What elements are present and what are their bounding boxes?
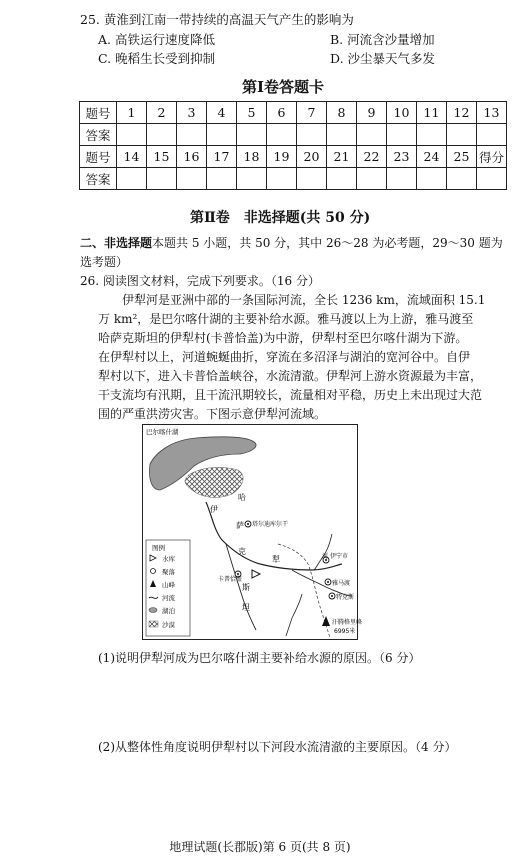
table-row <box>80 124 507 146</box>
answer-blank[interactable] <box>447 124 477 146</box>
country-label-char: 萨 <box>236 521 244 530</box>
city-label: 河 <box>322 553 329 560</box>
answer-blank[interactable] <box>237 124 267 146</box>
q26-paragraph-line: 哈萨克斯坦的伊犁村(卡普恰盖)为中游，伊犁村至巴尔喀什湖为下游。 <box>98 331 468 345</box>
table-row <box>80 102 507 124</box>
legend-item: 湖泊 <box>162 607 175 615</box>
q26-paragraph-line: 伊犁河是亚洲中部的一条国际河流，全长 1236 km，流域面积 15.1 <box>122 293 486 307</box>
table-cell: 23 <box>387 146 417 168</box>
q26-paragraph-line: 犁村以下，进入卡普恰盖峡谷，水流清澈。伊犁河上游水资源最为丰富， <box>98 369 483 383</box>
score-blank[interactable] <box>477 168 507 190</box>
row-label-answer: 答案 <box>80 168 117 190</box>
settlement-icon <box>151 569 156 574</box>
answer-blank[interactable] <box>177 168 207 190</box>
section-desc: 本题共 5 小题，共 50 分，其中 26～28 为必考题，29～30 题为 <box>152 236 503 250</box>
answer-blank[interactable] <box>267 168 297 190</box>
table-cell: 15 <box>147 146 177 168</box>
answer-blank[interactable] <box>177 124 207 146</box>
page-footer: 地理试题(长郡版)第 6 页(共 8 页) <box>169 840 351 854</box>
table-row <box>80 146 507 168</box>
table-cell: 2 <box>147 102 177 124</box>
answer-blank[interactable] <box>207 168 237 190</box>
answer-blank[interactable] <box>327 168 357 190</box>
table-cell: 9 <box>357 102 387 124</box>
table-cell: 7 <box>297 102 327 124</box>
answer-card-title: 第Ⅰ卷答题卡 <box>242 78 325 96</box>
answer-blank[interactable] <box>447 168 477 190</box>
q26-paragraph-line: 围的严重洪涝灾害。下图示意伊犁河流域。 <box>98 407 327 421</box>
table-cell: 5 <box>237 102 267 124</box>
table-cell: 12 <box>447 102 477 124</box>
table-cell: 11 <box>417 102 447 124</box>
table-cell: 1 <box>117 102 147 124</box>
answer-blank[interactable] <box>207 124 237 146</box>
table-cell: 22 <box>357 146 387 168</box>
answer-blank[interactable] <box>147 124 177 146</box>
legend-title: 图例 <box>152 544 165 552</box>
answer-blank[interactable] <box>267 124 297 146</box>
country-label-char: 伊 <box>210 505 218 514</box>
answer-blank[interactable] <box>117 124 147 146</box>
answer-blank[interactable] <box>237 168 267 190</box>
row-label-answer: 答案 <box>80 124 117 146</box>
table-cell: 25 <box>447 146 477 168</box>
table-cell: 20 <box>297 146 327 168</box>
desert-icon <box>149 621 158 627</box>
ili-river-basin-map <box>142 424 363 640</box>
row-label-question: 题号 <box>80 102 117 124</box>
answer-blank[interactable] <box>357 124 387 146</box>
legend-item: 聚落 <box>162 568 175 576</box>
row-label-question: 题号 <box>80 146 117 168</box>
table-cell: 16 <box>177 146 207 168</box>
q25-option-a: A. 高铁运行速度降低 <box>98 32 215 47</box>
answer-blank[interactable] <box>117 168 147 190</box>
peak-label: 汗腾格里峰 <box>332 619 363 626</box>
section-head: 二、非选择题 <box>80 236 153 250</box>
q25-option-d: D. 沙尘暴天气多发 <box>330 51 436 66</box>
table-row <box>80 168 507 190</box>
country-label-char: 坦 <box>242 603 250 612</box>
table-cell: 8 <box>327 102 357 124</box>
table-cell: 14 <box>117 146 147 168</box>
table-cell: 3 <box>177 102 207 124</box>
river-label-char: 犁 <box>272 555 280 564</box>
lake-label: 巴尔喀什湖 <box>146 428 179 436</box>
table-cell: 13 <box>477 102 507 124</box>
legend-item: 河流 <box>162 594 175 602</box>
table-cell: 18 <box>237 146 267 168</box>
table-cell: 4 <box>207 102 237 124</box>
country-label-char: 斯 <box>242 583 250 592</box>
q26-paragraph-line: 万 km²，是巴尔喀什湖的主要补给水源。雅马渡以上为上游，雅马渡至 <box>98 312 474 326</box>
table-cell: 6 <box>267 102 297 124</box>
table-cell: 21 <box>327 146 357 168</box>
city-label: 塔尔迪库尔干 <box>252 521 289 528</box>
answer-blank[interactable] <box>387 124 417 146</box>
answer-blank[interactable] <box>297 168 327 190</box>
country-label-char: 克 <box>238 547 246 556</box>
city-label: 伊宁市 <box>330 553 349 560</box>
table-cell: 17 <box>207 146 237 168</box>
q26-paragraph-line: 在伊犁村以上，河道蜿蜒曲折，穿流在多沼泽与湖泊的宽河谷中。自伊 <box>98 350 471 364</box>
part2-title: 第Ⅱ卷 非选择题(共 50 分) <box>190 210 371 226</box>
answer-blank[interactable] <box>327 124 357 146</box>
answer-blank[interactable] <box>417 168 447 190</box>
answer-blank[interactable] <box>387 168 417 190</box>
answer-blank[interactable] <box>357 168 387 190</box>
table-cell: 10 <box>387 102 417 124</box>
q25-option-c: C. 晚稻生长受到抑制 <box>98 51 216 66</box>
section-desc-cont: 选考题） <box>80 255 129 269</box>
city-label: 卡普恰盖 <box>218 576 243 583</box>
city-label: 特克斯 <box>336 594 355 601</box>
country-label-char: 哈 <box>238 493 246 502</box>
section-intro <box>80 234 503 251</box>
q26-stem: 26. 阅读图文材料，完成下列要求。（16 分） <box>80 274 320 288</box>
q26-sub2: (2)从整体性角度说明伊犁村以下河段水流清澈的主要原因。（4 分） <box>98 740 457 754</box>
table-cell: 24 <box>417 146 447 168</box>
lake-icon <box>149 608 157 613</box>
q25-stem: 25. 黄淮到江南一带持续的高温天气产生的影响为 <box>80 12 354 27</box>
legend-item: 山峰 <box>162 581 175 589</box>
city-label: 雅马渡 <box>332 580 351 587</box>
answer-blank[interactable] <box>147 168 177 190</box>
score-label: 得分 <box>477 146 507 168</box>
map-legend <box>146 540 190 636</box>
q26-sub1: (1)说明伊犁河成为巴尔喀什湖主要补给水源的原因。（6 分） <box>98 651 421 665</box>
q26-paragraph-line: 干支流均有汛期，且干流汛期较长，流量相对平稳，历史上未出现过大范 <box>98 388 483 402</box>
answer-card-table <box>79 101 507 190</box>
answer-blank[interactable] <box>297 124 327 146</box>
legend-item: 水库 <box>162 555 175 563</box>
answer-blank[interactable] <box>477 124 507 146</box>
peak-height-label: 6995米 <box>334 628 356 635</box>
answer-blank[interactable] <box>417 124 447 146</box>
q25-option-b: B. 河流含沙量增加 <box>330 32 435 47</box>
table-cell: 19 <box>267 146 297 168</box>
legend-item: 沙漠 <box>162 621 175 629</box>
